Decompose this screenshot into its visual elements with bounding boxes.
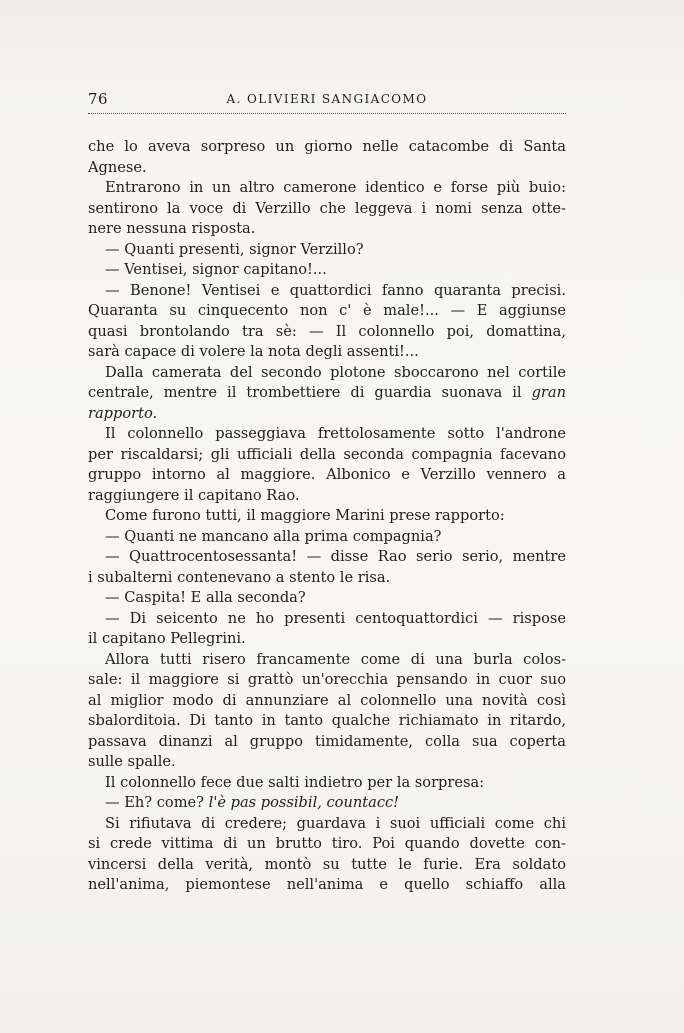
text-line <box>88 875 566 896</box>
text-segment: nere nessuna risposta. <box>88 220 256 237</box>
header-rule <box>88 113 566 114</box>
text-line <box>88 137 566 158</box>
text-line <box>88 547 566 568</box>
text-segment: — Quanti ne mancano alla prima compagnia? <box>105 527 442 545</box>
text-line <box>88 855 566 876</box>
text-line <box>88 260 566 281</box>
text-line <box>88 199 566 220</box>
text-line <box>88 301 566 322</box>
text-segment: nell'anima, piemontese nell'anima e quello schiaffo alla <box>88 876 566 893</box>
italic-text: gran <box>531 384 566 401</box>
text-line <box>88 752 566 773</box>
text-segment: Agnese. <box>88 158 147 176</box>
text-line <box>88 445 566 466</box>
text-segment: sarà capace di volere la nota degli assenti!... <box>88 343 419 360</box>
text-segment: — Di seicento ne ho presenti centoquattordici — rispose <box>105 609 566 627</box>
text-line <box>88 342 566 363</box>
text-line <box>88 588 566 609</box>
text-segment: Entrarono in un altro camerone identico e forse più buio: <box>105 179 566 196</box>
italic-text: l'è pas possibil, countacc! <box>208 794 400 811</box>
body-text <box>88 137 566 896</box>
text-line <box>88 773 566 794</box>
text-segment: quasi brontolando tra sè: — Il colonnello poi, domattina, <box>88 322 566 340</box>
text-segment: Si rifiutava di credere; guardava i suoi ufficiali come chi <box>105 814 566 832</box>
text-segment: — Caspita! E alla seconda? <box>105 589 306 606</box>
text-segment: vincersi della verità, montò su tutte le furie. Era soldato <box>88 855 566 873</box>
text-segment: — Eh? come? <box>105 794 209 811</box>
text-segment: raggiungere il capitano Rao. <box>88 486 300 504</box>
text-segment: che lo aveva sorpreso un giorno nelle catacombe di Santa <box>88 138 566 155</box>
text-line <box>88 363 566 384</box>
text-segment: il capitano Pellegrini. <box>88 630 246 647</box>
text-line <box>88 281 566 302</box>
text-segment: centrale, mentre il trombettiere di guardia suonava il <box>88 384 532 401</box>
text-line <box>88 629 566 650</box>
text-line <box>88 424 566 445</box>
text-segment: Allora tutti risero francamente come di una burla colos- <box>105 650 566 668</box>
text-line <box>88 711 566 732</box>
text-line <box>88 834 566 855</box>
page-header <box>88 86 566 112</box>
text-segment: i subalterni contenevano a stento le risa. <box>88 568 391 586</box>
text-segment: sentirono la voce di Verzillo che leggeva i nomi senza otte- <box>88 199 566 217</box>
text-segment: — Quanti presenti, signor Verzillo? <box>105 240 364 258</box>
text-segment: per riscaldarsi; gli ufficiali della seconda compagnia facevano <box>88 445 566 463</box>
text-line <box>88 793 566 814</box>
text-line <box>88 158 566 179</box>
running-head: A. OLIVIERI SANGIACOMO <box>226 92 428 106</box>
text-line <box>88 322 566 343</box>
text-line <box>88 465 566 486</box>
text-line <box>88 814 566 835</box>
text-line <box>88 219 566 240</box>
text-line <box>88 650 566 671</box>
text-segment: Il colonnello fece due salti indietro per la sorpresa: <box>105 773 485 791</box>
text-line <box>88 609 566 630</box>
text-line <box>88 670 566 691</box>
text-line <box>88 178 566 199</box>
text-line <box>88 691 566 712</box>
text-segment: gruppo intorno al maggiore. Albonico e Verzillo vennero a <box>88 466 566 483</box>
italic-text: rapporto. <box>88 404 158 422</box>
text-segment: sulle spalle. <box>88 753 176 770</box>
text-line <box>88 486 566 507</box>
text-segment: — Quattrocentosessanta! — disse Rao serio serio, mentre <box>105 548 566 565</box>
text-line <box>88 506 566 527</box>
text-segment: Il colonnello passeggiava frettolosamente sotto l'androne <box>105 425 566 442</box>
text-segment: Come furono tutti, il maggiore Marini prese rapporto: <box>105 507 505 524</box>
text-segment: Quaranta su cinquecento non c' è male!... — E aggiunse <box>88 302 566 319</box>
text-segment: sbalorditoia. Di tanto in tanto qualche richiamato in ritardo, <box>88 712 566 729</box>
text-line <box>88 404 566 425</box>
text-segment: Dalla camerata del secondo plotone sboccarono nel cortile <box>105 363 566 381</box>
text-segment: al miglior modo di annunziare al colonnello una novità così <box>88 691 566 709</box>
text-line <box>88 240 566 261</box>
text-line <box>88 527 566 548</box>
text-segment: — Benone! Ventisei e quattordici fanno quaranta precisi. <box>105 281 566 299</box>
text-segment: si crede vittima di un brutto tiro. Poi quando dovette con- <box>88 835 566 852</box>
text-segment: — Ventisei, signor capitano!... <box>105 261 327 278</box>
page-number: 76 <box>88 90 109 108</box>
text-line <box>88 383 566 404</box>
text-segment: sale: il maggiore si grattò un'orecchia pensando in cuor suo <box>88 671 566 688</box>
text-segment: passava dinanzi al gruppo timidamente, colla sua coperta <box>88 732 566 750</box>
text-line <box>88 732 566 753</box>
text-line <box>88 568 566 589</box>
